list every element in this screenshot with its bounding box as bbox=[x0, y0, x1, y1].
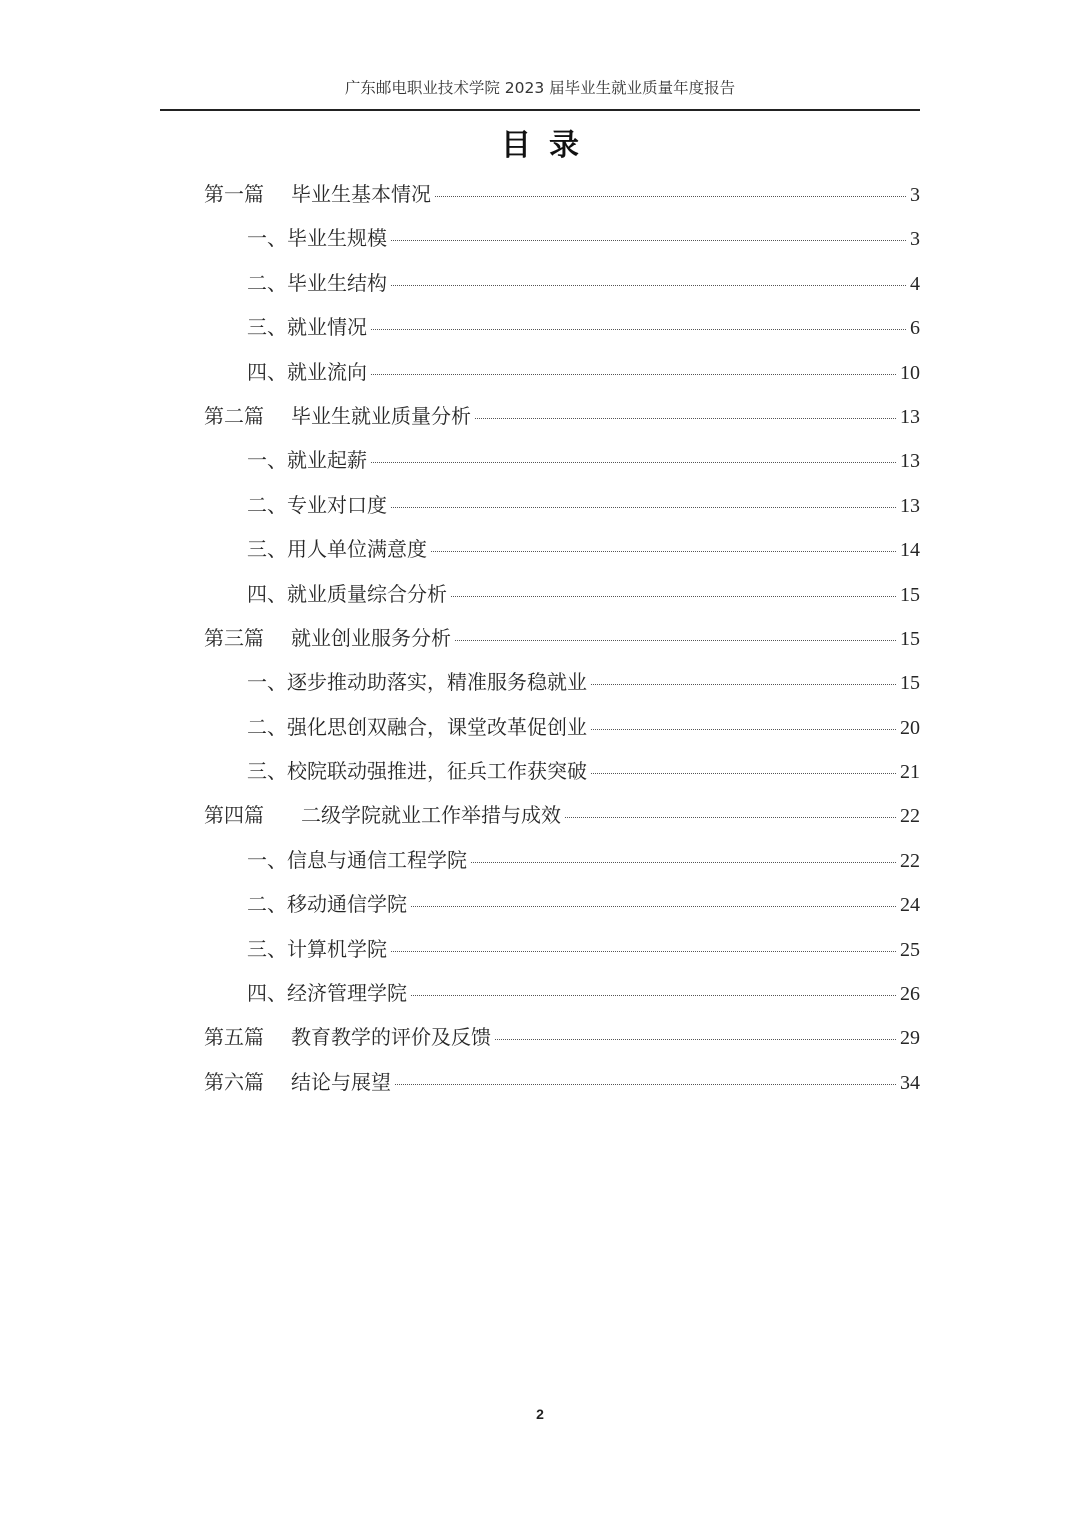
toc-entry-label: 二、移动通信学院 bbox=[247, 892, 407, 917]
toc-part-number: 第二篇 bbox=[204, 403, 264, 428]
toc-section-entry[interactable] bbox=[204, 660, 920, 704]
toc-entry-label: 三、校院联动强推进，征兵工作获突破 bbox=[247, 759, 587, 784]
toc-dot-leader bbox=[471, 862, 896, 863]
toc-dot-leader bbox=[591, 684, 896, 685]
toc-part-entry[interactable] bbox=[204, 793, 920, 837]
toc-part-number: 第五篇 bbox=[204, 1025, 264, 1050]
toc-page-number: 24 bbox=[900, 894, 920, 917]
toc-dot-leader bbox=[495, 1039, 896, 1040]
toc-entry-label: 二、强化思创双融合，课堂改革促创业 bbox=[247, 714, 587, 739]
toc-entry-label: 二、毕业生结构 bbox=[247, 270, 387, 295]
toc-dot-leader bbox=[411, 906, 896, 907]
toc-dot-leader bbox=[371, 462, 896, 463]
toc-section-entry[interactable] bbox=[204, 216, 920, 260]
toc-page-number: 6 bbox=[910, 317, 920, 340]
toc-part-number: 第四篇 bbox=[204, 803, 264, 828]
toc-entry-label: 四、经济管理学院 bbox=[247, 981, 407, 1006]
toc-page-number: 22 bbox=[900, 849, 920, 872]
toc-entry-label: 结论与展望 bbox=[291, 1069, 391, 1094]
toc-dot-leader bbox=[391, 240, 906, 241]
toc-entry-label: 教育教学的评价及反馈 bbox=[291, 1025, 491, 1050]
toc-section-entry[interactable] bbox=[204, 527, 920, 571]
toc-entry-label: 四、就业流向 bbox=[247, 359, 367, 384]
toc-section-entry[interactable] bbox=[204, 350, 920, 394]
toc-part-number: 第三篇 bbox=[204, 625, 264, 650]
toc-page-number: 13 bbox=[900, 450, 920, 473]
toc-page-number: 3 bbox=[910, 228, 920, 251]
toc-section-entry[interactable] bbox=[204, 749, 920, 793]
toc-part-entry[interactable] bbox=[204, 616, 920, 660]
toc-part-entry[interactable] bbox=[204, 172, 920, 216]
page-number: 2 bbox=[536, 1406, 544, 1422]
toc-section-entry[interactable] bbox=[204, 971, 920, 1015]
toc-dot-leader bbox=[391, 285, 906, 286]
toc-entry-label: 毕业生基本情况 bbox=[291, 182, 431, 206]
toc-page-number: 15 bbox=[900, 583, 920, 606]
toc-title: 目录 bbox=[501, 128, 597, 163]
header-rule bbox=[160, 109, 920, 111]
toc-dot-leader bbox=[371, 374, 896, 375]
toc-entry-label: 一、信息与通信工程学院 bbox=[247, 847, 467, 872]
toc-part-entry[interactable] bbox=[204, 1060, 920, 1104]
toc-entry-label: 毕业生就业质量分析 bbox=[291, 403, 471, 428]
toc-page-number: 29 bbox=[900, 1027, 920, 1050]
toc-section-entry[interactable] bbox=[204, 572, 920, 616]
toc-section-entry[interactable] bbox=[204, 305, 920, 349]
toc-dot-leader bbox=[411, 995, 896, 996]
toc-page-number: 13 bbox=[900, 494, 920, 517]
toc-entry-label: 二、专业对口度 bbox=[247, 492, 387, 517]
toc-page-number: 15 bbox=[900, 627, 920, 650]
table-of-contents bbox=[204, 172, 920, 1104]
toc-entry-label: 三、用人单位满意度 bbox=[247, 537, 427, 562]
toc-section-entry[interactable] bbox=[204, 838, 920, 882]
toc-dot-leader bbox=[455, 640, 896, 641]
toc-entry-label: 就业创业服务分析 bbox=[291, 625, 451, 650]
toc-page-number: 20 bbox=[900, 716, 920, 739]
toc-dot-leader bbox=[451, 596, 896, 597]
toc-page-number: 34 bbox=[900, 1071, 920, 1094]
toc-dot-leader bbox=[395, 1084, 896, 1085]
toc-dot-leader bbox=[371, 329, 906, 330]
running-header: 广东邮电职业技术学院 2023 届毕业生就业质量年度报告 bbox=[344, 79, 736, 97]
toc-section-entry[interactable] bbox=[204, 483, 920, 527]
toc-dot-leader bbox=[435, 196, 906, 197]
toc-entry-label: 一、毕业生规模 bbox=[247, 226, 387, 251]
toc-dot-leader bbox=[391, 951, 896, 952]
toc-page-number: 22 bbox=[900, 805, 920, 828]
toc-section-entry[interactable] bbox=[204, 438, 920, 482]
toc-dot-leader bbox=[475, 418, 896, 419]
toc-entry-label: 一、就业起薪 bbox=[247, 448, 367, 473]
toc-dot-leader bbox=[565, 817, 896, 818]
toc-section-entry[interactable] bbox=[204, 927, 920, 971]
toc-entry-label: 二级学院就业工作举措与成效 bbox=[301, 803, 561, 828]
toc-entry-label: 三、就业情况 bbox=[247, 315, 367, 340]
toc-page-number: 10 bbox=[900, 361, 920, 384]
toc-section-entry[interactable] bbox=[204, 882, 920, 926]
toc-section-entry[interactable] bbox=[204, 705, 920, 749]
toc-part-number: 第六篇 bbox=[204, 1069, 264, 1094]
toc-entry-label: 一、逐步推动助落实，精准服务稳就业 bbox=[247, 670, 587, 695]
toc-page-number: 25 bbox=[900, 938, 920, 961]
toc-page-number: 21 bbox=[900, 761, 920, 784]
toc-dot-leader bbox=[431, 551, 896, 552]
toc-page-number: 15 bbox=[900, 672, 920, 695]
toc-dot-leader bbox=[591, 729, 896, 730]
toc-dot-leader bbox=[591, 773, 896, 774]
toc-page-number: 14 bbox=[900, 539, 920, 562]
toc-page-number: 3 bbox=[910, 184, 920, 206]
toc-page-number: 4 bbox=[910, 272, 920, 295]
toc-page-number: 13 bbox=[900, 405, 920, 428]
toc-dot-leader bbox=[391, 507, 896, 508]
toc-part-entry[interactable] bbox=[204, 1015, 920, 1059]
toc-entry-label: 三、计算机学院 bbox=[247, 936, 387, 961]
toc-entry-label: 四、就业质量综合分析 bbox=[247, 581, 447, 606]
toc-part-entry[interactable] bbox=[204, 394, 920, 438]
toc-section-entry[interactable] bbox=[204, 261, 920, 305]
toc-part-number: 第一篇 bbox=[204, 182, 264, 206]
toc-page-number: 26 bbox=[900, 983, 920, 1006]
